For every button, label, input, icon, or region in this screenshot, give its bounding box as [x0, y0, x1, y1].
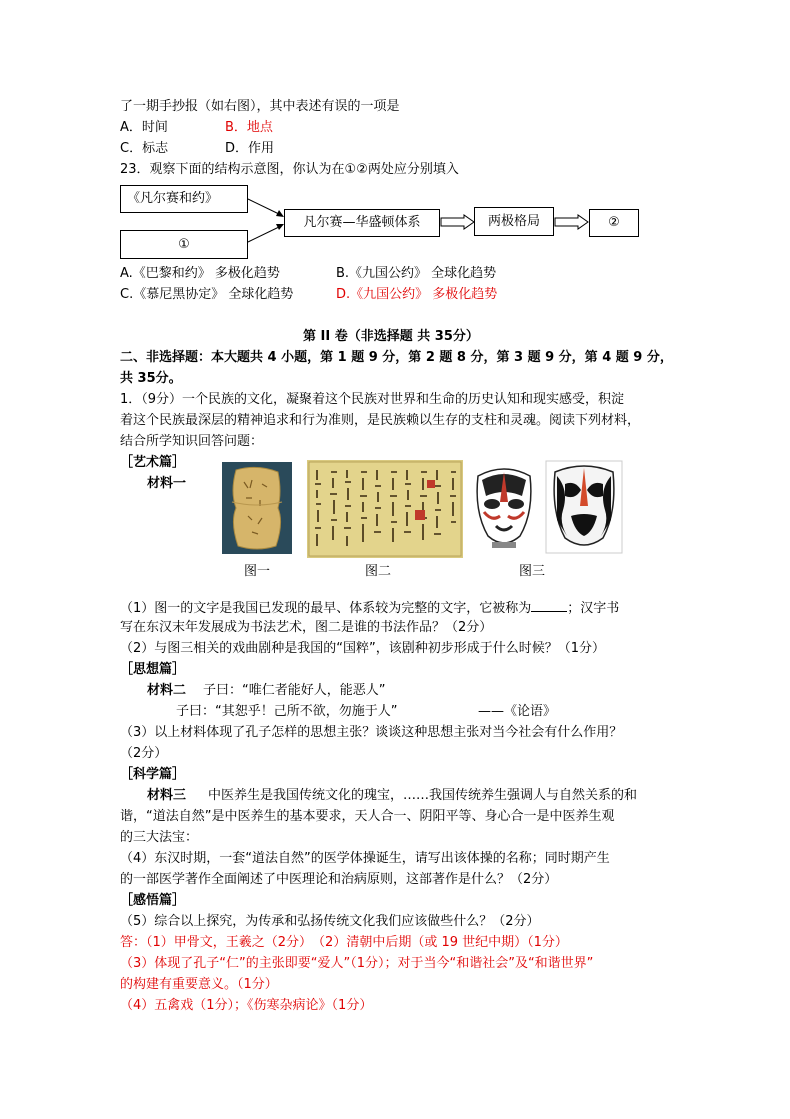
figure3-opera-mask-image-1: [470, 462, 538, 552]
diagram-box-blank-1: [120, 230, 248, 259]
sub-question-1-text-a: （1）图一的文字是我国已发现的最早、体系较为完整的文字，它被称为: [120, 601, 532, 616]
answer-line3: 的构建有重要意义。（1分）: [120, 977, 278, 992]
diagram-box-blank-2-label: ②: [608, 215, 620, 230]
sub-question-1-text-b: ；汉字书: [567, 601, 620, 616]
section-thought: ［思想篇］: [120, 662, 186, 677]
figure2-calligraphy-image: [307, 460, 463, 558]
figure1-caption: 图一: [244, 564, 271, 579]
sub-question-1-line2: 写在东汉末年发展成为书法艺术，图二是谁的书法作品？（2分）: [120, 620, 493, 635]
diagram-box-versailles-washington: [284, 209, 440, 237]
figure1-oracle-bone-image: [222, 462, 292, 554]
q23-option-b[interactable]: B.《九国公约》 全球化趋势: [336, 266, 497, 281]
diagram-box-versailles-label: 《凡尔赛和约》: [127, 191, 219, 206]
material2-line2: 子曰：“其恕乎！己所不欲，勿施于人”: [176, 704, 398, 719]
answer-line4: （4）五禽戏（1分）；《伤寒杂病论》（1分）: [120, 998, 373, 1013]
q23-stem: 23．观察下面的结构示意图，你认为在①②两处应分别填入: [120, 162, 459, 177]
diagram-arrow-1: [440, 214, 476, 230]
material2-line1: 子曰：“唯仁者能好人，能恶人”: [203, 683, 386, 698]
q23-option-c[interactable]: C.《慕尼黑协定》 全球化趋势: [120, 287, 294, 302]
section-insight: ［感悟篇］: [120, 893, 186, 908]
diagram-arrows-converge: [245, 195, 290, 250]
diagram-box-bipolar-label: 两极格局: [487, 213, 540, 229]
figure3-caption: 图三: [519, 564, 546, 579]
figure2-caption: 图二: [365, 564, 392, 579]
q1-intro-line3: 结合所学知识回答问题：: [120, 434, 264, 449]
part2-heading-line1: 二、非选择题：本大题共 4 小题，第 1 题 9 分，第 2 题 8 分，第 3 题 9 分，第 4 题 9 分，: [120, 350, 673, 365]
q22-option-c[interactable]: C．标志: [120, 141, 169, 156]
material2-source: ——《论语》: [478, 704, 557, 719]
diagram-box-versailles: [120, 185, 248, 213]
material1-label: 材料一: [147, 476, 187, 491]
section-science: ［科学篇］: [120, 767, 186, 782]
sub-question-1-line1: [120, 599, 619, 617]
q22-option-b[interactable]: B．地点: [225, 120, 273, 135]
diagram-arrow-2: [554, 214, 590, 230]
material2-label: 材料二: [147, 683, 187, 698]
material3-label: 材料三: [147, 788, 187, 803]
sub-question-3-line1: （3）以上材料体现了孔子怎样的思想主张？谈谈这种思想主张对当今社会有什么作用？: [120, 725, 623, 740]
answer-blank[interactable]: [531, 599, 567, 612]
answer-line2: （3）体现了孔子“仁”的主张即要“爱人”（1分）；对于当今“和谐社会”及“和谐世界”: [120, 956, 594, 971]
diagram-box-blank-1-label: ①: [178, 236, 190, 252]
q22-stem: 了一期手抄报（如右图），其中表述有误的一项是: [120, 99, 400, 114]
diagram-box-versailles-washington-label: 凡尔赛—华盛顿体系: [303, 215, 421, 230]
q23-option-d[interactable]: D.《九国公约》 多极化趋势: [336, 287, 498, 302]
q1-intro-line2: 着这个民族最深层的精神追求和行为准则，是民族赖以生存的支柱和灵魂。阅读下列材料，: [120, 413, 641, 428]
part2-title: 第 II 卷（非选择题 共 35分）: [303, 329, 479, 344]
q22-option-a[interactable]: A．时间: [120, 120, 168, 135]
diagram-box-bipolar: [474, 207, 554, 236]
material3-line2: 谐，“道法自然”是中医养生的基本要求，天人合一、阴阳平等、身心合一是中医养生观: [120, 809, 615, 824]
diagram-box-blank-2: [589, 209, 639, 237]
q1-intro-line1: 1．（9分）一个民族的文化，凝聚着这个民族对世界和生命的历史认知和现实感受，积淀: [120, 392, 625, 407]
sub-question-4-line1: （4）东汉时期，一套“道法自然”的医学体操诞生，请写出该体操的名称；同时期产生: [120, 851, 610, 866]
section-art: ［艺术篇］: [120, 455, 186, 470]
answer-line1: 答：（1）甲骨文，王羲之（2分） （2）清朝中后期（或 19 世纪中期）（1分）: [120, 935, 568, 950]
q23-option-a[interactable]: A.《巴黎和约》 多极化趋势: [120, 266, 280, 281]
figure3-opera-mask-image-2: [545, 460, 623, 554]
part2-heading-line2: 共 35分。: [120, 371, 182, 386]
material3-line3: 的三大法宝：: [120, 830, 199, 845]
sub-question-5: （5）综合以上探究，为传承和弘扬传统文化我们应该做些什么？（2分）: [120, 914, 540, 929]
q22-option-d[interactable]: D．作用: [225, 141, 275, 156]
sub-question-3-line2: （2分）: [120, 746, 168, 761]
sub-question-2: （2）与图三相关的戏曲剧种是我国的“国粹”，该剧种初步形成于什么时候？（1分）: [120, 641, 606, 656]
material3-line1: 中医养生是我国传统文化的瑰宝，……我国传统养生强调人与自然关系的和: [208, 788, 638, 803]
sub-question-4-line2: 的一部医学著作全面阐述了中医理论和治病原则，这部著作是什么？（2分）: [120, 872, 558, 887]
